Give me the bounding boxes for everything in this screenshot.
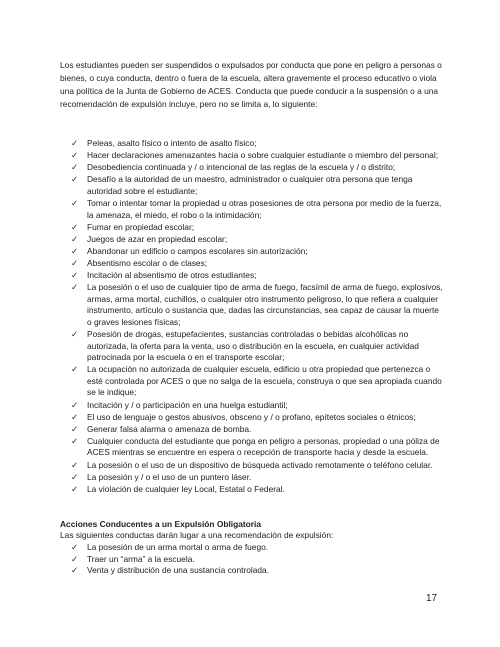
check-icon: ✓ [71, 423, 79, 434]
check-icon: ✓ [71, 221, 79, 232]
list-item [71, 246, 444, 258]
list-item [71, 234, 444, 246]
check-icon: ✓ [71, 162, 79, 173]
mandatory-expulsion-intro: Las siguientes conductas darán lugar a una recomendación de expulsión: [60, 530, 334, 540]
list-item-text: La posesión de un arma mortal o arma de fuego. [87, 542, 269, 552]
check-icon: ✓ [71, 329, 79, 339]
check-icon: ✓ [71, 565, 79, 576]
check-icon: ✓ [71, 245, 79, 256]
list-item-text: La violación de cualquier ley Local, Estatal o Federal. [87, 483, 285, 494]
list-item-text: Abandonar un edificio o campos escolares sin autorización; [87, 245, 308, 256]
list-item-text: Generar falsa alarma o amenaza de bomba. [87, 423, 252, 434]
check-icon: ✓ [71, 233, 79, 244]
list-item [71, 554, 444, 566]
mandatory-expulsion-heading: Acciones Conducentes a un Expulsión Obligatoria [60, 519, 262, 529]
list-item-text: La ocupación no autorizada de cualquier escuela, edificio u otra propiedad que pertenezca o esté controlada por ACES o que no salga de la escuela, construya o que sea apropiada cuando se le indique; [87, 364, 442, 398]
list-item-text: La posesión o el uso de cualquier tipo de arma de fuego, facsímil de arma de fuego, explosivos, armas, arma mortal, cuchillos, o cualquier otro instrumento peligroso, lo que refiera a cualquier instrumento, artículo o sustancia que, dadas las circunstancias, sea capaz de causar la muerte o graves lesiones físicas; [87, 282, 443, 327]
list-item [71, 198, 444, 221]
list-item [71, 460, 444, 472]
list-item [71, 412, 444, 424]
list-item [71, 424, 444, 436]
conduct-list [71, 138, 444, 496]
list-item-text: Cualquier conducta del estudiante que ponga en peligro a personas, propiedad o una póliza de ACES mientras se encuentre en espera o recepción de transporte hacia y desde la escuela. [87, 435, 440, 458]
list-item [71, 174, 444, 197]
list-item-text: Fumar en propiedad escolar; [87, 221, 195, 232]
list-item [71, 222, 444, 234]
list-item [71, 565, 444, 577]
check-icon: ✓ [71, 150, 79, 161]
list-item-text: Desobediencia continuada y / o intencional de las reglas de la escuela y / o distrito; [87, 162, 396, 173]
list-item-text: Traer un “arma” a la escuela. [87, 553, 195, 564]
page-number: 17 [426, 593, 438, 604]
list-item [71, 329, 444, 364]
list-item-text: Desafío a la autoridad de un maestro, administrador o cualquier otra persona que tenga autoridad sobre el estudiante; [87, 174, 413, 196]
list-item [71, 150, 444, 162]
list-item [71, 436, 444, 459]
list-item [71, 258, 444, 270]
check-icon: ✓ [71, 459, 79, 470]
check-icon: ✓ [71, 435, 79, 446]
list-item [71, 400, 444, 412]
intro-paragraph: Los estudiantes pueden ser suspendidos o expulsados por conducta que pone en peligro a personas o bienes, o cuya conducta, dentro o fuera de la escuela, altera gravemente el proceso educativo o viola una política de la Junta de Gobierno de ACES. Conducta que puede conducir a la suspensión o a una recomendación de expulsión incluye, pero no se limita a, lo siguiente: [60, 60, 442, 109]
list-item-text: Incitación al absentismo de otros estudiantes; [87, 270, 257, 281]
check-icon: ✓ [71, 257, 79, 268]
check-icon: ✓ [71, 364, 79, 375]
list-item [71, 472, 444, 484]
check-icon: ✓ [71, 270, 79, 281]
check-icon: ✓ [71, 553, 79, 564]
list-item [71, 138, 444, 150]
list-item [71, 364, 444, 399]
check-icon: ✓ [71, 542, 79, 552]
list-item [71, 162, 444, 174]
list-item [71, 282, 444, 328]
check-icon: ✓ [71, 411, 79, 422]
list-item [71, 270, 444, 282]
list-item [71, 542, 444, 554]
list-item-text: Peleas, asalto físico o intento de asalto físico; [87, 138, 257, 148]
list-item-text: Venta y distribución de una sustancia controlada. [87, 565, 270, 576]
check-icon: ✓ [71, 471, 79, 482]
list-item-text: La posesión o el uso de un dispositivo de búsqueda activado remotamente o teléfono celular. [87, 459, 433, 470]
list-item-text: Incitación y / o participación en una huelga estudiantil; [87, 399, 288, 410]
list-item-text: Posesión de drogas, estupefacientes, sustancias controladas o bebidas alcohólicas no autorizada, la oferta para la venta, uso o distribución en la escuela, en cualquier actividad patrocinada por la escuela o en el transporte escolar; [87, 329, 419, 363]
list-item-text: Juegos de azar en propiedad escolar; [87, 233, 228, 244]
list-item [71, 484, 444, 496]
list-item-text: El uso de lenguaje o gestos abusivos, obsceno y / o profano, epítetos sociales o étnicos; [87, 411, 416, 422]
list-item-text: Absentismo escolar o de clases; [87, 257, 208, 268]
list-item-text: La posesión y / o el uso de un puntero láser. [87, 471, 252, 482]
check-icon: ✓ [71, 483, 79, 494]
mandatory-expulsion-list [71, 542, 444, 577]
check-icon: ✓ [71, 174, 79, 185]
list-item-text: Tomar o intentar tomar la propiedad u otras posesiones de otra persona por medio de la fuerza, la amenaza, el miedo, el robo o la intimidación; [87, 197, 442, 220]
check-icon: ✓ [71, 138, 79, 148]
check-icon: ✓ [71, 399, 79, 410]
list-item-text: Hacer declaraciones amenazantes hacia o sobre cualquier estudiante o miembro del personal; [87, 150, 439, 161]
check-icon: ✓ [71, 197, 79, 208]
check-icon: ✓ [71, 282, 79, 293]
